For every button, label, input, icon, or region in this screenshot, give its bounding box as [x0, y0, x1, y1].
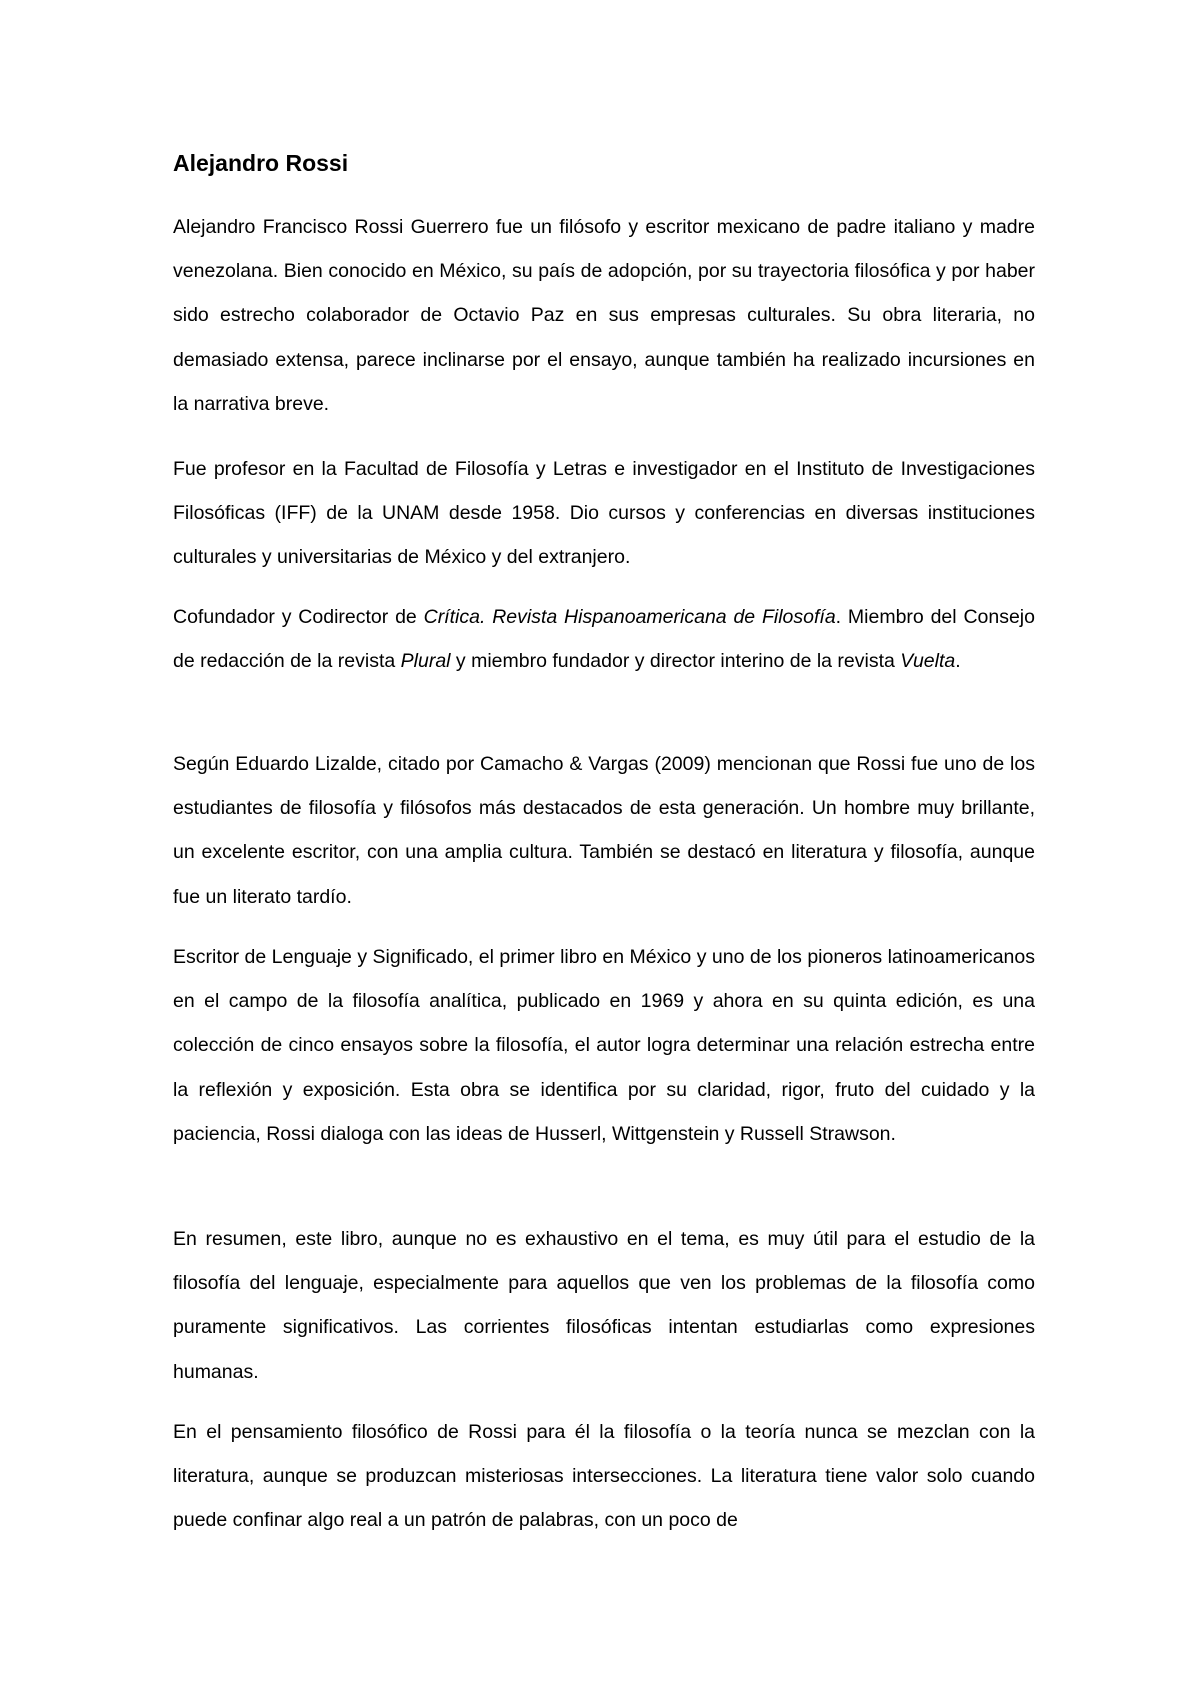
document-title: Alejandro Rossi — [173, 150, 349, 176]
paragraph-lizalde-quote: Según Eduardo Lizalde, citado por Camacho & Vargas (2009) mencionan que Rossi fue uno de los estudiantes de filosofía y filósofos más destacados de esta generación. Un hombre muy brillante, un excelente escritor, con una amplia cultura. También se destacó en literatura y filosofía, aunque fue un literato tardío. — [173, 753, 1035, 908]
text-segment: Cofundador y Codirector de — [173, 606, 424, 628]
document-page — [173, 0, 1035, 1698]
text-segment: . Miembro del Consejo de redacción de la revista — [173, 606, 1035, 673]
paragraph-philosophy-literature: En el pensamiento filosófico de Rossi para él la filosofía o la teoría nunca se mezclan con la literatura, aunque se produzcan misteriosas intersecciones. La literatura tiene valor solo cuando puede confinar algo real a un patrón de palabras, con un poco de — [173, 1421, 1035, 1532]
paragraph-lenguaje-y-significado: Escritor de Lenguaje y Significado, el primer libro en México y uno de los pioneros latinoamericanos en el campo de la filosofía analítica, publicado en 1969 y ahora en su quinta edición, es una colección de cinco ensayos sobre la filosofía, el autor logra determinar una relación estrecha entre la reflexión y exposición. Esta obra se identifica por su claridad, rigor, fruto del cuidado y la paciencia, Rossi dialoga con las ideas de Husserl, Wittgenstein y Russell Strawson. — [173, 946, 1035, 1145]
paragraph-publications — [173, 595, 1035, 683]
text-segment: y miembro fundador y director interino de la revista — [450, 650, 901, 673]
journal-title-vuelta: Vuelta — [900, 650, 956, 673]
paragraph-teaching: Fue profesor en la Facultad de Filosofía y Letras e investigador en el Instituto de Investigaciones Filosóficas (IFF) de la UNAM desde 1958. Dio cursos y conferencias en diversas instituciones culturales y universitarias de México y del extranjero. — [173, 458, 1035, 569]
paragraph-summary: En resumen, este libro, aunque no es exhaustivo en el tema, es muy útil para el estudio de la filosofía del lenguaje, especialmente para aquellos que ven los problemas de la filosofía como puramente significativos. Las corrientes filosóficas intentan estudiarlas como expresiones humanas. — [173, 1228, 1035, 1383]
journal-title-plural: Plural — [400, 650, 451, 673]
paragraph-biography: Alejandro Francisco Rossi Guerrero fue un filósofo y escritor mexicano de padre italiano y madre venezolana. Bien conocido en México, su país de adopción, por su trayectoria filosófica y por haber sido estrecho colaborador de Octavio Paz en sus empresas culturales. Su obra literaria, no demasiado extensa, parece inclinarse por el ensayo, aunque también ha realizado incursiones en la narrativa breve. — [173, 216, 1035, 415]
journal-title-critica: Crítica. Revista Hispanoamericana de Filosofía — [423, 606, 836, 628]
text-segment: . — [955, 650, 961, 673]
